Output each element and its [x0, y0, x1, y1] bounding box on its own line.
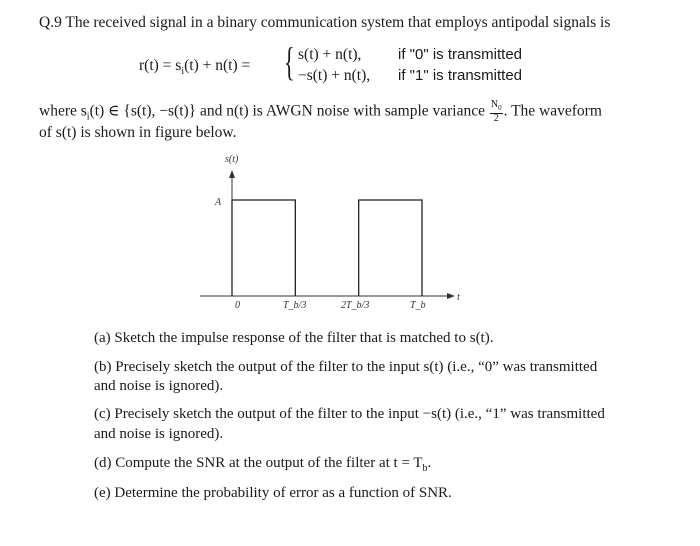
where-line: where $s_i(t)$ ∈ {s(t), −s(t)} and n(t) is AWGN noise with sample variance $\frac{N_0}{2}$ . The waveform: [39, 99, 602, 124]
figure-intro-line: of s(t) is shown in figure below.: [39, 124, 237, 141]
sub-question-a: (a) Sketch the impulse response of the filter that is matched to s(t).: [94, 330, 494, 346]
t-axis-label: t: [457, 292, 460, 303]
tick-label-tb: T_b: [410, 300, 426, 311]
sub-question-c: (c) Precisely sketch the output of the filter to the input −s(t) (i.e., “1” was transmitted: [94, 406, 605, 422]
tick-label-tb3: T_b/3: [283, 300, 307, 311]
case2-expression: −s(t) + n(t),: [298, 67, 371, 84]
equation-brace: {: [284, 39, 295, 84]
pulse-1: [232, 200, 295, 296]
equation-lhs: $r(t) = s_i(t) + n(t)$ =: [139, 57, 251, 78]
y-axis-label: s(t): [225, 154, 239, 165]
y-axis-arrow-icon: [229, 170, 235, 178]
variance-fraction: $\frac{N_0}{2}$: [490, 99, 502, 124]
sub-question-c-cont: and noise is ignored).: [94, 426, 224, 442]
sub-question-b-cont: and noise is ignored).: [94, 378, 224, 394]
tick-label-2tb3: 2T_b/3: [341, 300, 370, 311]
sub-question-e: (e) Determine the probability of error as a function of SNR.: [94, 485, 452, 501]
sub-question-d: (d) Compute the SNR at the output of the filter at $t = T_b$.: [94, 455, 432, 474]
question-title: Q.9 The received signal in a binary communication system that employs antipodal signals is: [39, 14, 611, 31]
pulse-2: [359, 200, 422, 296]
case2-condition: if "1" is transmitted: [398, 67, 523, 84]
case1-expression: s(t) + n(t),: [298, 46, 362, 63]
tick-label-0: 0: [235, 300, 240, 311]
x-axis-arrow-icon: [447, 293, 455, 299]
amplitude-label: A: [215, 197, 222, 208]
case1-condition: if "0" is transmitted: [398, 46, 523, 63]
sub-question-b: (b) Precisely sketch the output of the filter to the input s(t) (i.e., “0” was transmitted: [94, 359, 598, 375]
